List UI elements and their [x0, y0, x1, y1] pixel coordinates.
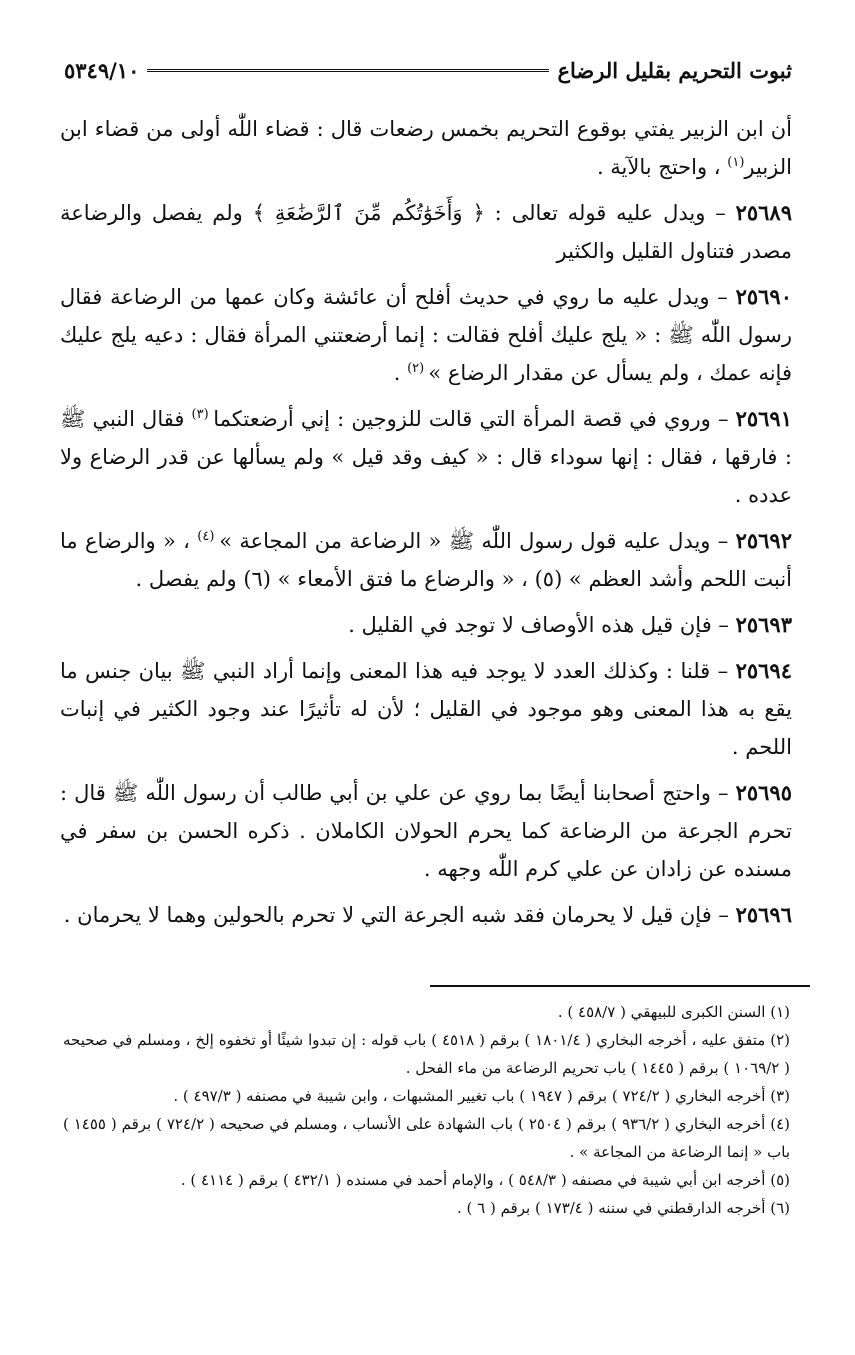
paragraph-number: ٢٥٦٩٠: [735, 284, 792, 309]
paragraph-number: ٢٥٦٩١: [735, 406, 792, 431]
paragraph-text: – ويدل عليه ما روي في حديث أفلح أن عائشة وكان عمها من الرضاعة فقال رسول اللّٰه ﷺ : « يلج عليك أفلح فقالت : إنما أرضعتني المرأة فقال : دعيه يلج عليك فإنه عمك ، ولم يسأل عن مقدار الرضاع »: [60, 285, 792, 385]
main-text: [60, 110, 792, 942]
footnote-ref: (٢): [407, 361, 429, 376]
footnote: (٢) متفق عليه ، أخرجه البخاري ( ١٨٠١/٤ ) برقم ( ٤٥١٨ ) باب قوله : إن تبدوا شيئًا أو تخفوه إلخ ، ومسلم في صحيحه ( ١٠٦٩/٢ ) برقم ( ١٤٤٥ ) باب تحريم الرضاعة من ماء الفحل .: [63, 1031, 790, 1077]
paragraph-number: ٢٥٦٩٢: [735, 528, 792, 553]
page-number: ٥٣٤٩/١٠: [64, 57, 140, 83]
paragraph-tail: ، واحتج بالآية .: [596, 155, 728, 179]
header-title: ثبوت التحريم بقليل الرضاع: [557, 57, 792, 83]
paragraph-tail: ، « والرضاع ما أنبت اللحم وأشد العظم » (٥) ، « والرضاع ما فتق الأمعاء » (٦) ولم يفصل .: [60, 529, 792, 591]
footnote-ref: (١): [727, 155, 745, 170]
footnote: (٣) أخرجه البخاري ( ٧٢٤/٢ ) برقم ( ١٩٤٧ ) باب تغيير المشبهات ، وابن شيبة في مصنفه ( ٤٩٧/٣ ) .: [173, 1087, 790, 1105]
paragraph-text: – ويدل عليه قوله تعالى : ﴿ وَأَخَوَٰتُكُم مِّنَ ٱلرَّضَٰعَةِ ﴾ ولم يفصل والرضاعة مصدر فتناول القليل والكثير: [60, 201, 792, 263]
paragraph-text: – واحتج أصحابنا أيضًا بما روي عن علي بن أبي طالب أن رسول اللّٰه ﷺ قال : تحرم الجرعة من الرضاعة كما يحرم الحولان الكاملان . ذكره الحسن بن سفر في مسنده عن زادان عن علي كرم اللّٰه وجهه .: [60, 781, 792, 881]
paragraph-tail: فقال النبي ﷺ : فارقها ، فقال : إنها سوداء قال : « كيف وقد قيل » ولم يسألها عن قدر الرضاع ولا عدده .: [60, 407, 792, 507]
paragraph: [60, 194, 792, 270]
footnote-ref: (٤): [197, 529, 220, 544]
header-rule: [147, 69, 549, 72]
paragraph-text: – ويدل عليه قول رسول اللّٰه ﷺ « الرضاعة من المجاعة »: [219, 529, 736, 553]
paragraph: [60, 774, 792, 888]
paragraph: [60, 896, 792, 934]
paragraph-text: – وروي في قصة المرأة التي قالت للزوجين : إني أرضعتكما: [213, 407, 736, 431]
paragraph-number: ٢٥٦٩٥: [735, 780, 792, 805]
paragraph-text: – فإن قيل لا يحرمان فقد شبه الجرعة التي لا تحرم بالحولين وهما لا يحرمان .: [63, 903, 736, 927]
paragraph: [60, 652, 792, 766]
paragraph: [60, 278, 792, 392]
paragraph-number: ٢٥٦٩٤: [735, 658, 792, 683]
paragraph-number: ٢٥٦٩٣: [735, 612, 792, 637]
footnote: (٤) أخرجه البخاري ( ٩٣٦/٢ ) برقم ( ٢٥٠٤ ) باب الشهادة على الأنساب ، ومسلم في صحيحه ( ٧٢٤/٢ ) برقم ( ١٤٥٥ ) باب « إنما الرضاعة من المجاعة » .: [63, 1115, 791, 1161]
footnote: (٥) أخرجه ابن أبي شيبة في مصنفه ( ٥٤٨/٣ ) ، والإمام أحمد في مسنده ( ٤٣٢/١ ) برقم ( ٤١١٤ ) .: [180, 1171, 790, 1189]
paragraph-text: أن ابن الزبير يفتي بوقوع التحريم بخمس رضعات قال : قضاء اللّٰه أولى من قضاء ابن الزبير: [60, 117, 792, 179]
footnote: (١) السنن الكبرى للبيهقي ( ٤٥٨/٧ ) .: [557, 1003, 790, 1021]
footnote: (٦) أخرجه الدارقطني في سننه ( ١٧٣/٤ ) برقم ( ٦ ) .: [456, 1199, 790, 1217]
footnotes: [63, 998, 790, 1222]
paragraph-tail: .: [393, 361, 408, 385]
paragraph: [60, 110, 792, 186]
paragraph-text: – فإن قيل هذه الأوصاف لا توجد في القليل .: [348, 613, 736, 637]
footnote-ref: (٣): [191, 407, 214, 422]
paragraph: [60, 522, 792, 598]
paragraph-number: ٢٥٦٨٩: [735, 200, 792, 225]
footnote-divider: [430, 985, 810, 987]
paragraph: [60, 606, 792, 644]
paragraph-text: – قلنا : وكذلك العدد لا يوجد فيه هذا المعنى وإنما أراد النبي ﷺ بيان جنس ما يقع به هذا المعنى وهو موجود في القليل ؛ لأن له تأثيرًا عند وجود الكثير في إنبات اللحم .: [60, 659, 792, 759]
paragraph-number: ٢٥٦٩٦: [735, 902, 792, 927]
paragraph: [60, 400, 792, 514]
running-header: [64, 52, 792, 88]
